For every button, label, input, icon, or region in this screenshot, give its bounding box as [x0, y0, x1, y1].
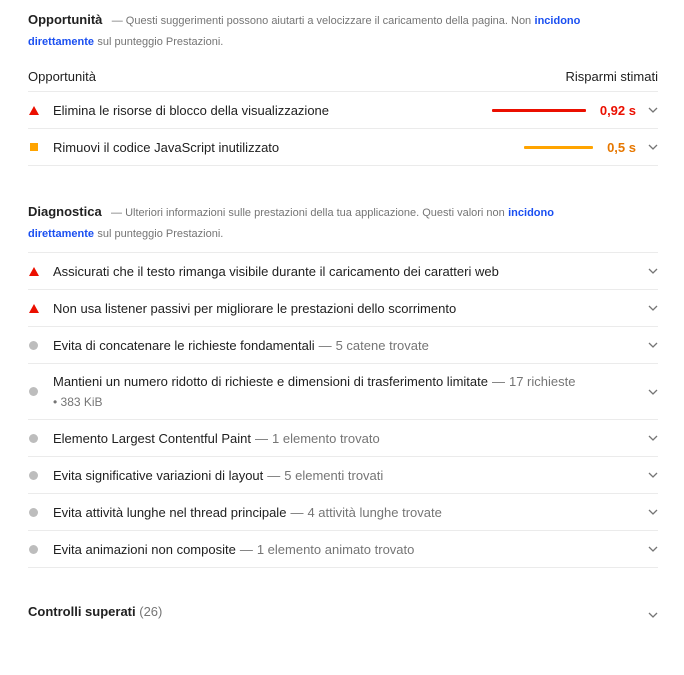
- diagnostic-title: Elemento Largest Contentful Paint: [53, 430, 252, 446]
- red-triangle-icon: [29, 267, 39, 276]
- chevron-down-icon[interactable]: [642, 389, 658, 395]
- diagnostics-title: Diagnostica: [28, 204, 102, 219]
- gray-circle-icon: [29, 471, 38, 480]
- opportunities-title: Opportunità: [28, 12, 103, 27]
- passed-audits-count: (26): [139, 603, 163, 619]
- column-estimated-savings: Risparmi stimati: [565, 68, 658, 84]
- opportunity-row-render-blocking[interactable]: [28, 92, 658, 129]
- diagnostic-row[interactable]: Mantieni un numero ridotto di richieste e dimensioni di trasferimento limitate — 17 richieste • 383 KiB: [28, 364, 658, 420]
- chevron-down-icon[interactable]: [642, 305, 658, 311]
- chevron-down-icon[interactable]: [642, 144, 658, 150]
- opportunities-description-suffix: sul punteggio Prestazioni.: [97, 36, 224, 48]
- savings-value: 0,92 s: [599, 102, 636, 118]
- gray-circle-icon: [29, 387, 38, 396]
- diagnostic-row[interactable]: Evita di concatenare le richieste fondamentali — 5 catene trovate: [28, 327, 658, 364]
- chevron-down-icon[interactable]: [642, 268, 658, 274]
- chevron-down-icon[interactable]: [642, 435, 658, 441]
- passed-audits-toggle[interactable]: [28, 600, 658, 622]
- savings-bar: [492, 109, 586, 112]
- diagnostic-title: Mantieni un numero ridotto di richieste e dimensioni di trasferimento limitate: [53, 373, 488, 389]
- diagnostic-title: Non usa listener passivi per migliorare le prestazioni dello scorrimento: [53, 300, 457, 316]
- diagnostic-row[interactable]: Evita attività lunghe nel thread principale — 4 attività lunghe trovate: [28, 494, 658, 531]
- savings-value: 0,5 s: [607, 139, 636, 155]
- opportunities-description: — Questi suggerimenti possono aiutarti a velocizzare il caricamento della pagina. Non: [111, 15, 532, 27]
- red-triangle-icon: [29, 304, 39, 313]
- diagnostics-header: [28, 202, 658, 244]
- gray-circle-icon: [29, 434, 38, 443]
- diagnostic-detail: 1 elemento trovato: [272, 430, 380, 446]
- chevron-down-icon[interactable]: [642, 107, 658, 113]
- opportunities-link-direttamente[interactable]: direttamente: [28, 36, 95, 48]
- diagnostic-detail: 5 elementi trovati: [284, 467, 384, 483]
- column-opportunity: Opportunità: [28, 68, 96, 84]
- gray-circle-icon: [29, 341, 38, 350]
- orange-square-icon: [30, 143, 38, 151]
- gray-circle-icon: [29, 545, 38, 554]
- diagnostic-detail: 17 richieste: [508, 373, 576, 389]
- diagnostics-description-suffix: sul punteggio Prestazioni.: [97, 228, 224, 240]
- diagnostic-detail: 4 attività lunghe trovate: [307, 504, 442, 520]
- opportunities-header: [28, 10, 658, 52]
- chevron-down-icon[interactable]: [648, 604, 658, 618]
- diagnostic-title: Evita attività lunghe nel thread principale: [53, 504, 287, 520]
- diagnostic-detail-size: • 383 KiB: [53, 394, 103, 409]
- opportunity-row-unused-javascript[interactable]: [28, 129, 658, 166]
- diagnostics-link-incidono[interactable]: incidono: [508, 207, 554, 219]
- diagnostic-detail: 5 catene trovate: [335, 337, 429, 353]
- chevron-down-icon[interactable]: [642, 472, 658, 478]
- diagnostics-description: — Ulteriori informazioni sulle prestazioni della tua applicazione. Questi valori non: [111, 207, 505, 219]
- diagnostic-title: Evita di concatenare le richieste fondamentali: [53, 337, 315, 353]
- diagnostic-row[interactable]: Evita animazioni non composite — 1 elemento animato trovato: [28, 531, 658, 568]
- diagnostics-list: [28, 252, 658, 568]
- diagnostic-title: Evita significative variazioni di layout: [53, 467, 264, 483]
- passed-audits-title: Controlli superati: [28, 603, 136, 619]
- opportunities-table-header: [28, 61, 658, 92]
- red-triangle-icon: [29, 106, 39, 115]
- diagnostic-row[interactable]: [28, 253, 658, 290]
- diagnostic-row[interactable]: Elemento Largest Contentful Paint — 1 elemento trovato: [28, 420, 658, 457]
- savings-bar: [524, 146, 593, 149]
- diagnostic-title: Assicurati che il testo rimanga visibile durante il caricamento dei caratteri web: [53, 263, 499, 279]
- chevron-down-icon[interactable]: [642, 509, 658, 515]
- opportunity-title: Rimuovi il codice JavaScript inutilizzato: [53, 139, 280, 155]
- chevron-down-icon[interactable]: [642, 546, 658, 552]
- opportunities-link-incidono[interactable]: incidono: [534, 15, 581, 27]
- diagnostic-detail: 1 elemento animato trovato: [256, 541, 415, 557]
- diagnostic-title: Evita animazioni non composite: [53, 541, 236, 557]
- gray-circle-icon: [29, 508, 38, 517]
- diagnostic-row[interactable]: [28, 290, 658, 327]
- chevron-down-icon[interactable]: [642, 342, 658, 348]
- opportunity-title: Elimina le risorse di blocco della visualizzazione: [53, 102, 330, 118]
- diagnostics-link-direttamente[interactable]: direttamente: [28, 228, 95, 240]
- diagnostic-row[interactable]: Evita significative variazioni di layout — 5 elementi trovati: [28, 457, 658, 494]
